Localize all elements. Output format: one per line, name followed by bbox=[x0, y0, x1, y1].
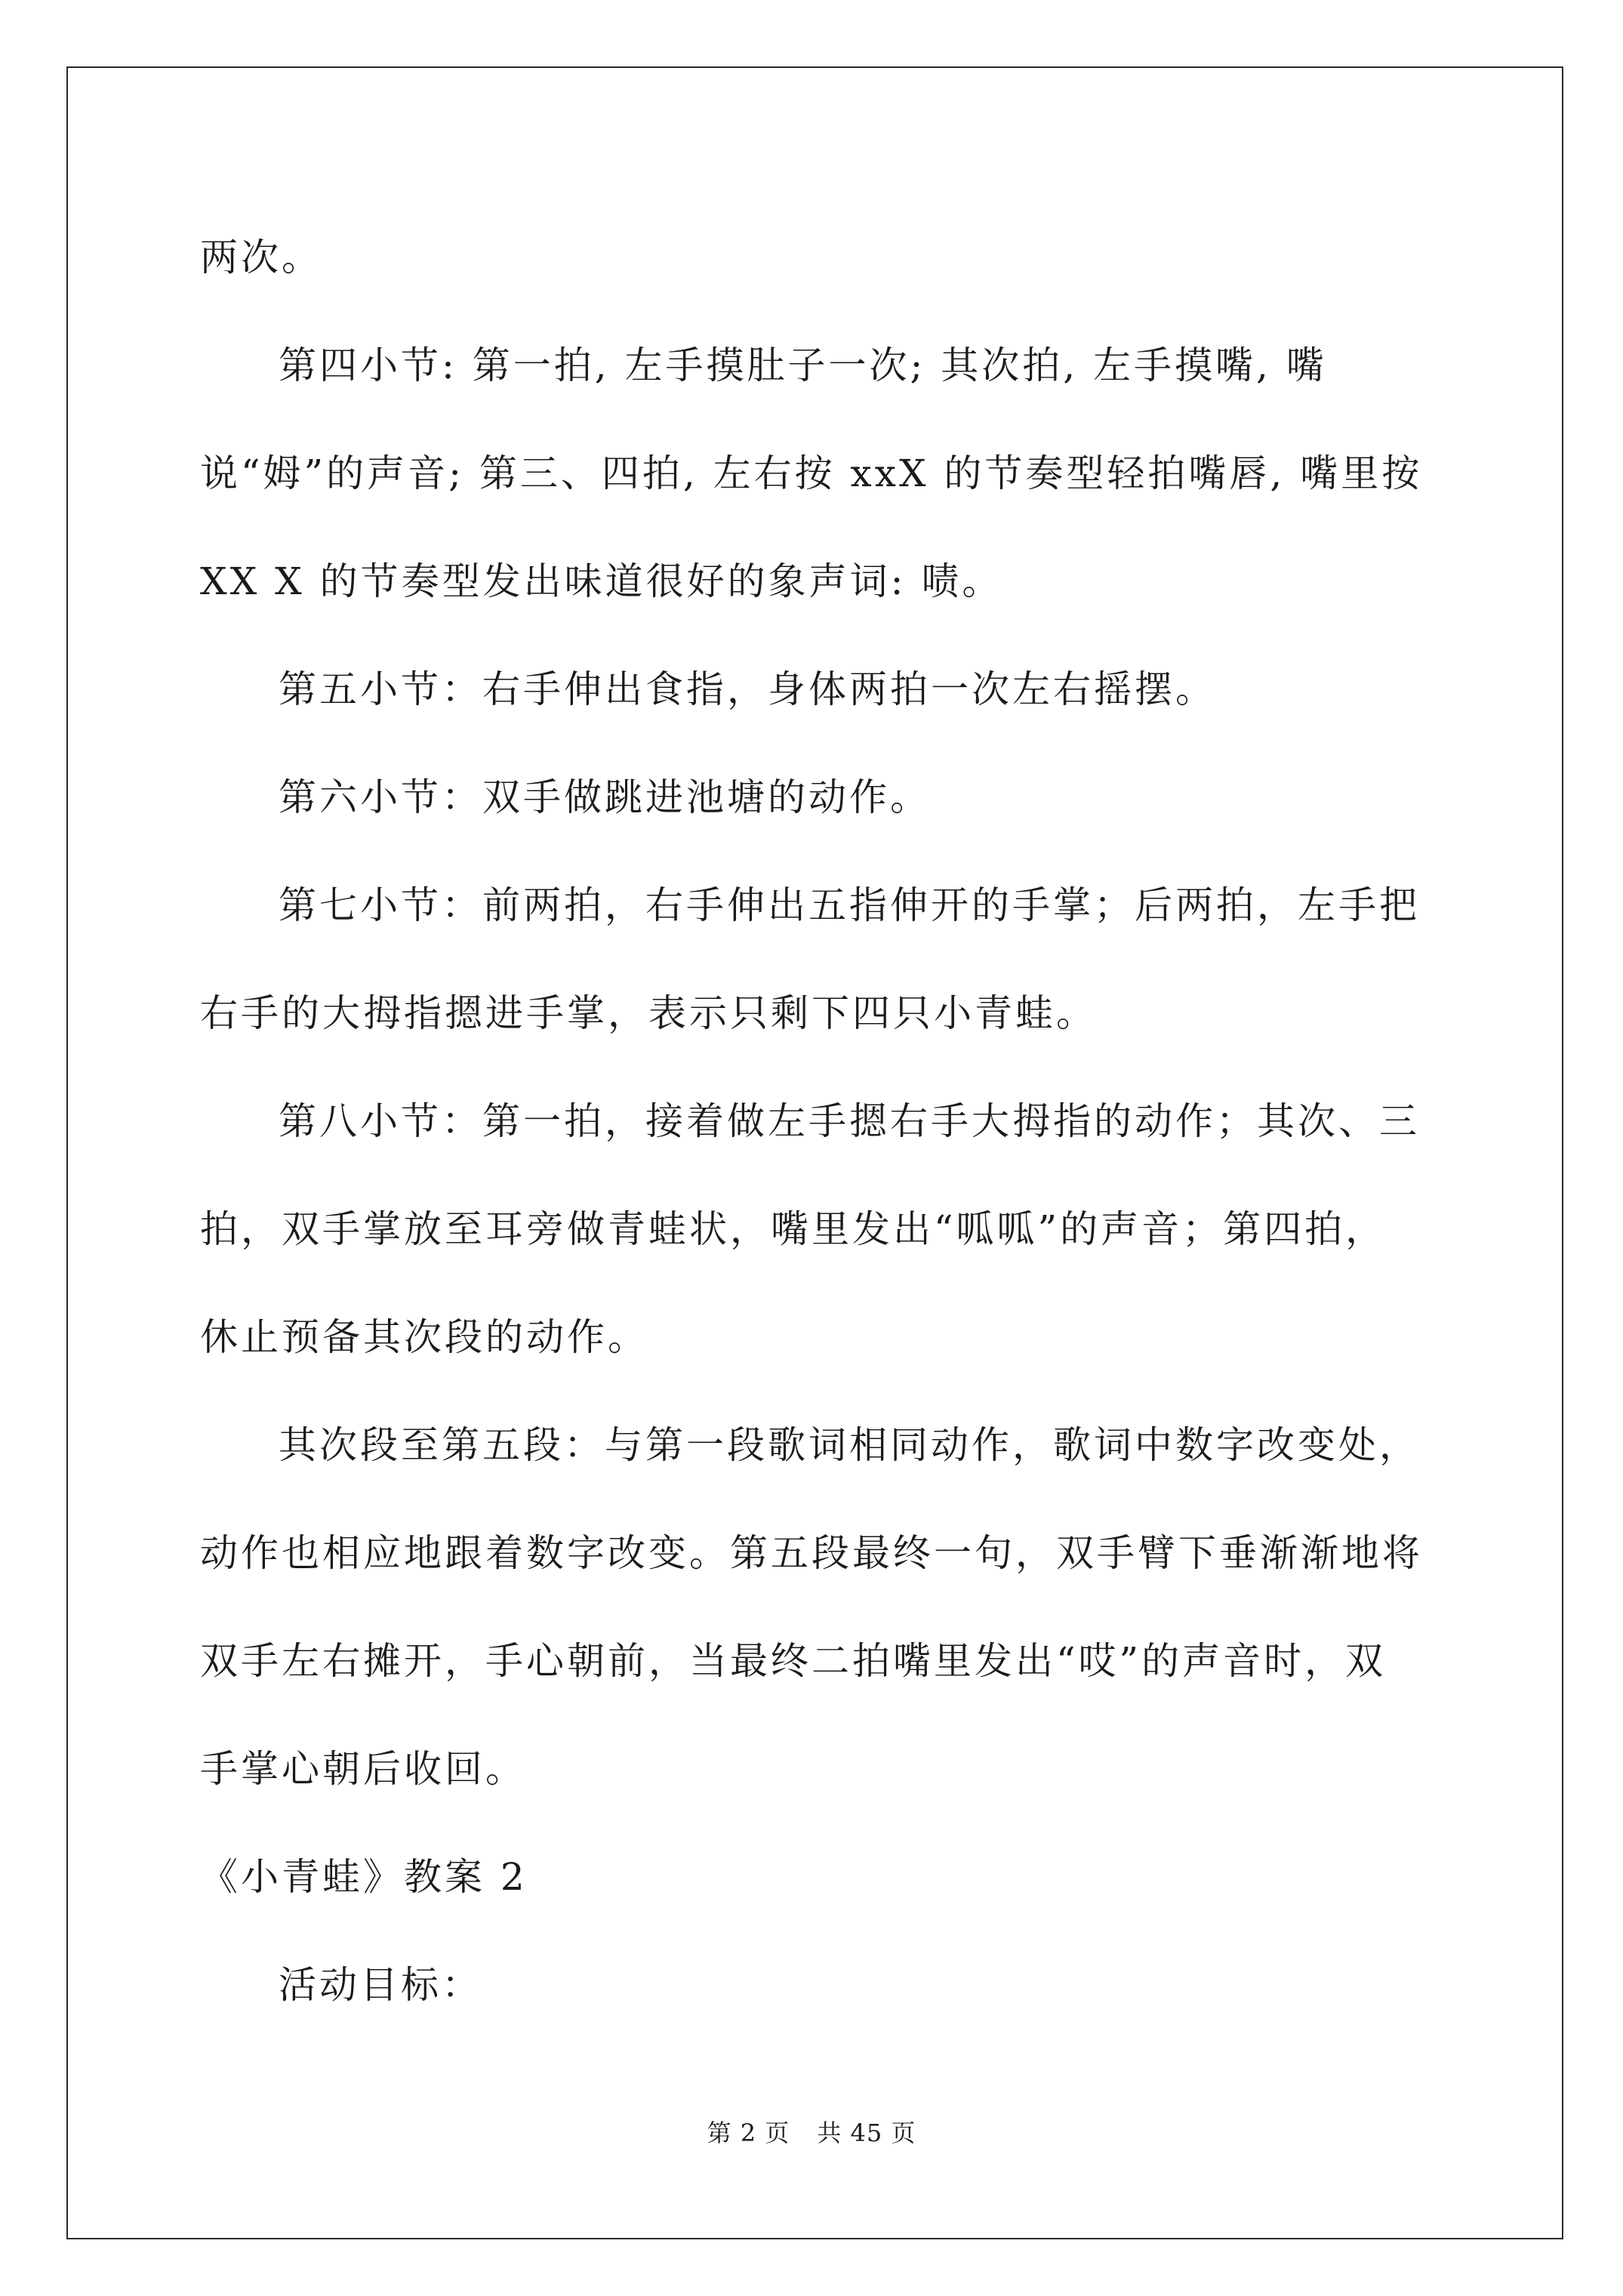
paragraph-4: 第六小节：双手做跳进池塘的动作。 bbox=[279, 775, 931, 819]
paragraph-5: 第七小节：前两拍，右手伸出五指伸开的手掌；后两拍，左手把右手的大拇指摁进手掌，表示只剩下四只小青蛙。 bbox=[200, 883, 1420, 1035]
page-footer bbox=[0, 2114, 1623, 2149]
paragraph-7: 其次段至第五段：与第一段歌词相同动作，歌词中数字改变处，动作也相应地跟着数字改变。第五段最终一句，双手臂下垂渐渐地将双手左右摊开，手心朝前，当最终二拍嘴里发出“哎”的声音时，双手掌心朝后收回。 bbox=[200, 1423, 1423, 1791]
paragraph-3: 第五小节：右手伸出食指，身体两拍一次左右摇摆。 bbox=[279, 667, 1216, 711]
subsection-heading: 活动目标： bbox=[279, 1963, 482, 2007]
paragraph-2: 第四小节: 第一拍, 左手摸肚子一次; 其次拍, 左手摸嘴, 嘴说“姆”的声音; 第三、四拍, 左右按 xxX 的节奏型轻拍嘴唇, 嘴里按 XX X 的节奏型发出味道很好的象声词: 啧。 bbox=[200, 344, 1423, 603]
paragraph-1: 两次。 bbox=[200, 236, 322, 279]
paragraph-6: 第八小节：第一拍，接着做左手摁右手大拇指的动作；其次、三拍，双手掌放至耳旁做青蛙状，嘴里发出“呱呱”的声音；第四拍，休止预备其次段的动作。 bbox=[200, 1099, 1420, 1359]
page-number: 第 2 页 bbox=[707, 2119, 790, 2147]
page-total: 共 45 页 bbox=[817, 2119, 916, 2147]
document-body bbox=[200, 204, 1423, 2039]
section-title: 《小青蛙》教案 2 bbox=[200, 1855, 528, 1899]
